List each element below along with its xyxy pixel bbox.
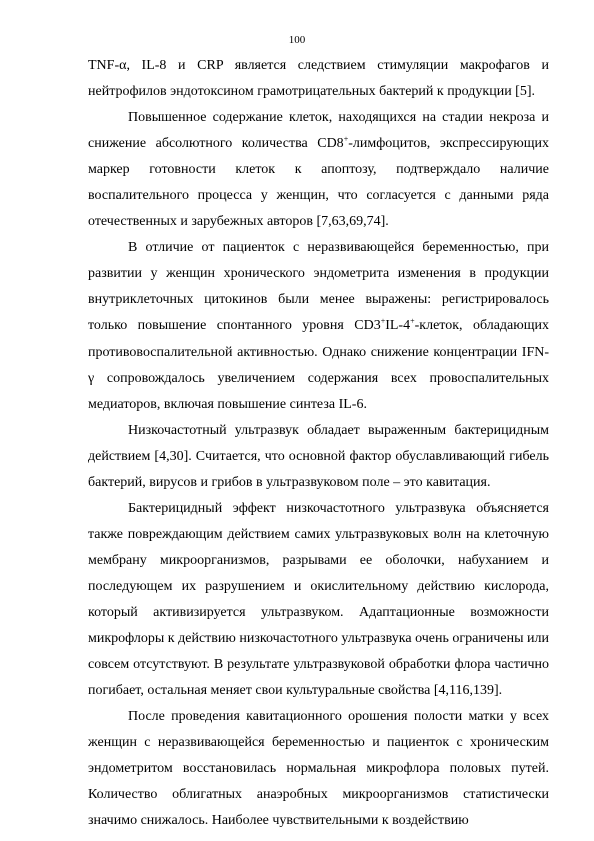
paragraph-text: Низкочастотный ультразвук обладает выраженным бактерицидным действием [4,30]. Считается, что основной фактор обуславливающий гибель бактерий, вирусов и грибов в ультразвуковом поле – это кавитация.	[88, 422, 549, 490]
superscript: +	[380, 316, 386, 326]
paragraph	[88, 53, 549, 105]
paragraph-text: Повышенное содержание клеток, находящихся на стадии некроза и снижение абсолютного количества CD8	[88, 110, 549, 152]
page-number: 100	[288, 34, 306, 46]
paragraph-text: IL-4	[385, 318, 411, 334]
superscript: +	[410, 316, 415, 326]
paragraph-text: Бактерицидный эффект низкочастотного ультразвука объясняется также повреждающим действием самих ультразвуковых волн на клеточную мембрану микроорганизмов, разрывами ее оболочки, набуханием и последующем их разрушением и окислительному действию кислорода, который активизируется ультразвуком. Адаптационные возможности микрофлоры к действию низкочастотного ультразвука очень ограничены или совсем отсутствуют. В результате ультразвуковой обработки флора частично погибает, остальная меняет свои культуральные свойства [4,116,139].	[88, 500, 549, 699]
paragraph	[88, 235, 549, 417]
paragraph	[88, 105, 549, 235]
paragraph-text: -клеток, обладающих противовоспалительной активностью. Однако снижение концентрации IFN-γ сопровождалось увеличением содержания всех провоспалительных медиаторов, включая повышение синтеза IL-6.	[88, 318, 549, 412]
paragraph	[88, 418, 549, 496]
paragraph-text: В отличие от пациенток с неразвивающейся беременностью, при развитии у женщин хронического эндометрита изменения в продукции внутриклеточных цитокинов были менее выражены: регистрировалось только повышение спонтанного уровня CD3	[88, 240, 549, 334]
paragraph-text: -лимфоцитов, экспрессирующих маркер готовности клеток к апоптозу, подтверждало наличие воспалительного процесса у женщин, что согласуется с данными ряда отечественных и зарубежных авторов [7,63,69,74].	[88, 136, 550, 230]
paragraph	[88, 704, 549, 834]
paragraph-text: TNF-α, IL-8 и CRP является следствием стимуляции макрофагов и нейтрофилов эндотоксином грамотрицательных бактерий к продукции [5].	[88, 58, 549, 100]
body-text	[88, 53, 549, 834]
paragraph	[88, 496, 549, 704]
paragraph-text: После проведения кавитационного орошения полости матки у всех женщин с неразвивающейся беременностью и пациенток с хроническим эндометритом восстановилась нормальная микрофлора половых путей. Количество облигатных анаэробных микроорганизмов статистически значимо снижалось. Наиболее чувствительными к воздействию	[88, 709, 549, 829]
superscript: +	[343, 134, 349, 144]
